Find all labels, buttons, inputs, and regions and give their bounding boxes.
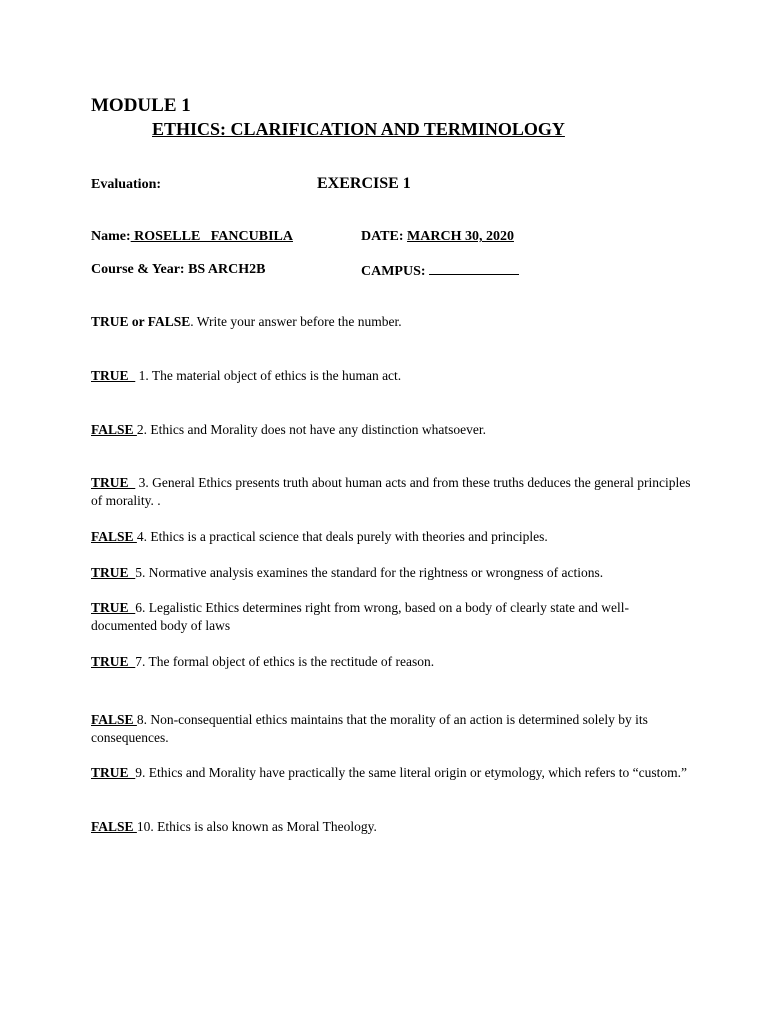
evaluation-label: Evaluation: — [91, 177, 162, 192]
question-text: 10. Ethics is also known as Moral Theology. — [136, 819, 377, 834]
date-label: DATE: — [361, 229, 404, 244]
course-row — [91, 262, 266, 278]
answer-label: FALSE — [91, 529, 137, 544]
question-item — [91, 528, 691, 546]
question-item — [91, 818, 691, 836]
question-text: 2. Ethics and Morality does not have any distinction whatsoever. — [136, 422, 486, 437]
question-item — [91, 474, 691, 510]
campus-blank-line — [429, 262, 519, 275]
name-row — [91, 229, 293, 245]
question-item — [91, 421, 691, 439]
date-row — [361, 229, 514, 245]
question-text: 6. Legalistic Ethics determines right from wrong, based on a body of clearly state and well-documented body of laws — [91, 600, 629, 633]
module-heading: MODULE 1 — [91, 95, 191, 116]
campus-row — [361, 262, 519, 280]
course-value: BS ARCH2B — [188, 262, 266, 277]
instructions-bold: TRUE or FALSE — [91, 314, 191, 329]
course-label: Course & Year: — [91, 262, 185, 277]
answer-label: TRUE — [91, 565, 136, 580]
question-text: 1. The material object of ethics is the human act. — [135, 368, 402, 383]
exercise-heading: EXERCISE 1 — [317, 175, 411, 192]
question-text: 9. Ethics and Morality have practically the same literal origin or etymology, which refers to “custom.” — [135, 765, 687, 780]
answer-label: TRUE — [91, 368, 136, 383]
answer-label: TRUE — [91, 765, 136, 780]
answer-label: FALSE — [91, 819, 137, 834]
name-value: ROSELLE FANCUBILA — [130, 229, 293, 244]
question-text: 8. Non-consequential ethics maintains that the morality of an action is determined solely by its consequences. — [91, 712, 648, 745]
instructions-text: . Write your answer before the number. — [190, 314, 402, 329]
answer-label: TRUE — [91, 600, 136, 615]
question-text: 5. Normative analysis examines the standard for the rightness or wrongness of actions. — [135, 565, 604, 580]
question-text: 4. Ethics is a practical science that deals purely with theories and principles. — [136, 529, 548, 544]
page-title: ETHICS: CLARIFICATION AND TERMINOLOGY — [152, 119, 565, 139]
question-text: 3. General Ethics presents truth about human acts and from these truths deduces the general principles of morality. . — [91, 475, 691, 508]
question-item — [91, 764, 691, 782]
question-item — [91, 653, 691, 671]
question-item — [91, 711, 691, 747]
answer-label: TRUE — [91, 654, 136, 669]
answer-label: FALSE — [91, 712, 137, 727]
campus-label: CAMPUS: — [361, 264, 426, 279]
instructions — [91, 314, 402, 330]
question-text: 7. The formal object of ethics is the rectitude of reason. — [135, 654, 435, 669]
question-item — [91, 599, 691, 635]
date-value: MARCH 30, 2020 — [407, 229, 514, 244]
name-label: Name: — [91, 229, 131, 244]
answer-label: FALSE — [91, 422, 137, 437]
question-item — [91, 564, 691, 582]
answer-label: TRUE — [91, 475, 136, 490]
question-item — [91, 367, 691, 385]
